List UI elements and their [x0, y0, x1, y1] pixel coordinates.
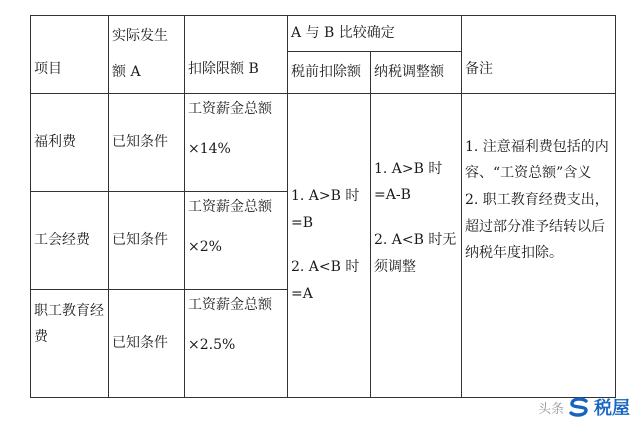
limit-rate: ×14%	[188, 141, 231, 158]
header-tax-adjustment: 纳税调整额	[371, 51, 462, 93]
header-compare-group: A 与 B 比较确定	[288, 16, 462, 52]
limit-rate: ×2%	[188, 239, 222, 256]
limit-rate: ×2.5%	[188, 337, 236, 354]
header-actual-amount: 实际发生额 A	[109, 16, 185, 94]
table-row	[31, 93, 616, 191]
header-deduction-limit: 扣除限额 B	[185, 16, 288, 94]
header-pretax-deduction: 税前扣除额	[288, 51, 371, 93]
watermark	[538, 394, 630, 420]
shuiwu-logo-icon	[568, 397, 590, 417]
note-line: 1. 注意福利费包括的内容、“工资总额”含义	[465, 138, 609, 182]
row-limit	[185, 289, 288, 397]
row-item: 职工教育经费	[31, 289, 109, 397]
limit-base: 工资薪金总额	[188, 296, 272, 313]
adjust-rule: 1. A>B 时=A-B	[374, 160, 443, 204]
pretax-rule: 1. A>B 时=B	[291, 188, 360, 231]
limit-base: 工资薪金总额	[188, 198, 272, 215]
watermark-name: 税屋	[594, 398, 630, 419]
pretax-rules-cell	[288, 93, 371, 397]
row-limit	[185, 93, 288, 191]
adjust-rules-cell	[371, 93, 462, 397]
pretax-rule: 2. A<B 时=A	[291, 259, 360, 302]
row-actual: 已知条件	[109, 93, 185, 191]
row-actual: 已知条件	[109, 191, 185, 289]
note-line: 2. 职工教育经费支出，超过部分准予结转以后纳税年度扣除。	[465, 191, 609, 262]
header-item: 项目	[31, 16, 109, 94]
row-limit	[185, 191, 288, 289]
notes-cell	[462, 93, 616, 397]
watermark-prefix: 头条	[537, 401, 564, 417]
limit-base: 工资薪金总额	[188, 100, 272, 117]
tax-deduction-table	[30, 15, 616, 398]
header-note: 备注	[462, 16, 616, 94]
adjust-rule: 2. A<B 时无须调整	[374, 231, 457, 275]
row-item: 工会经费	[31, 191, 109, 289]
row-item: 福利费	[31, 93, 109, 191]
row-actual: 已知条件	[109, 289, 185, 397]
